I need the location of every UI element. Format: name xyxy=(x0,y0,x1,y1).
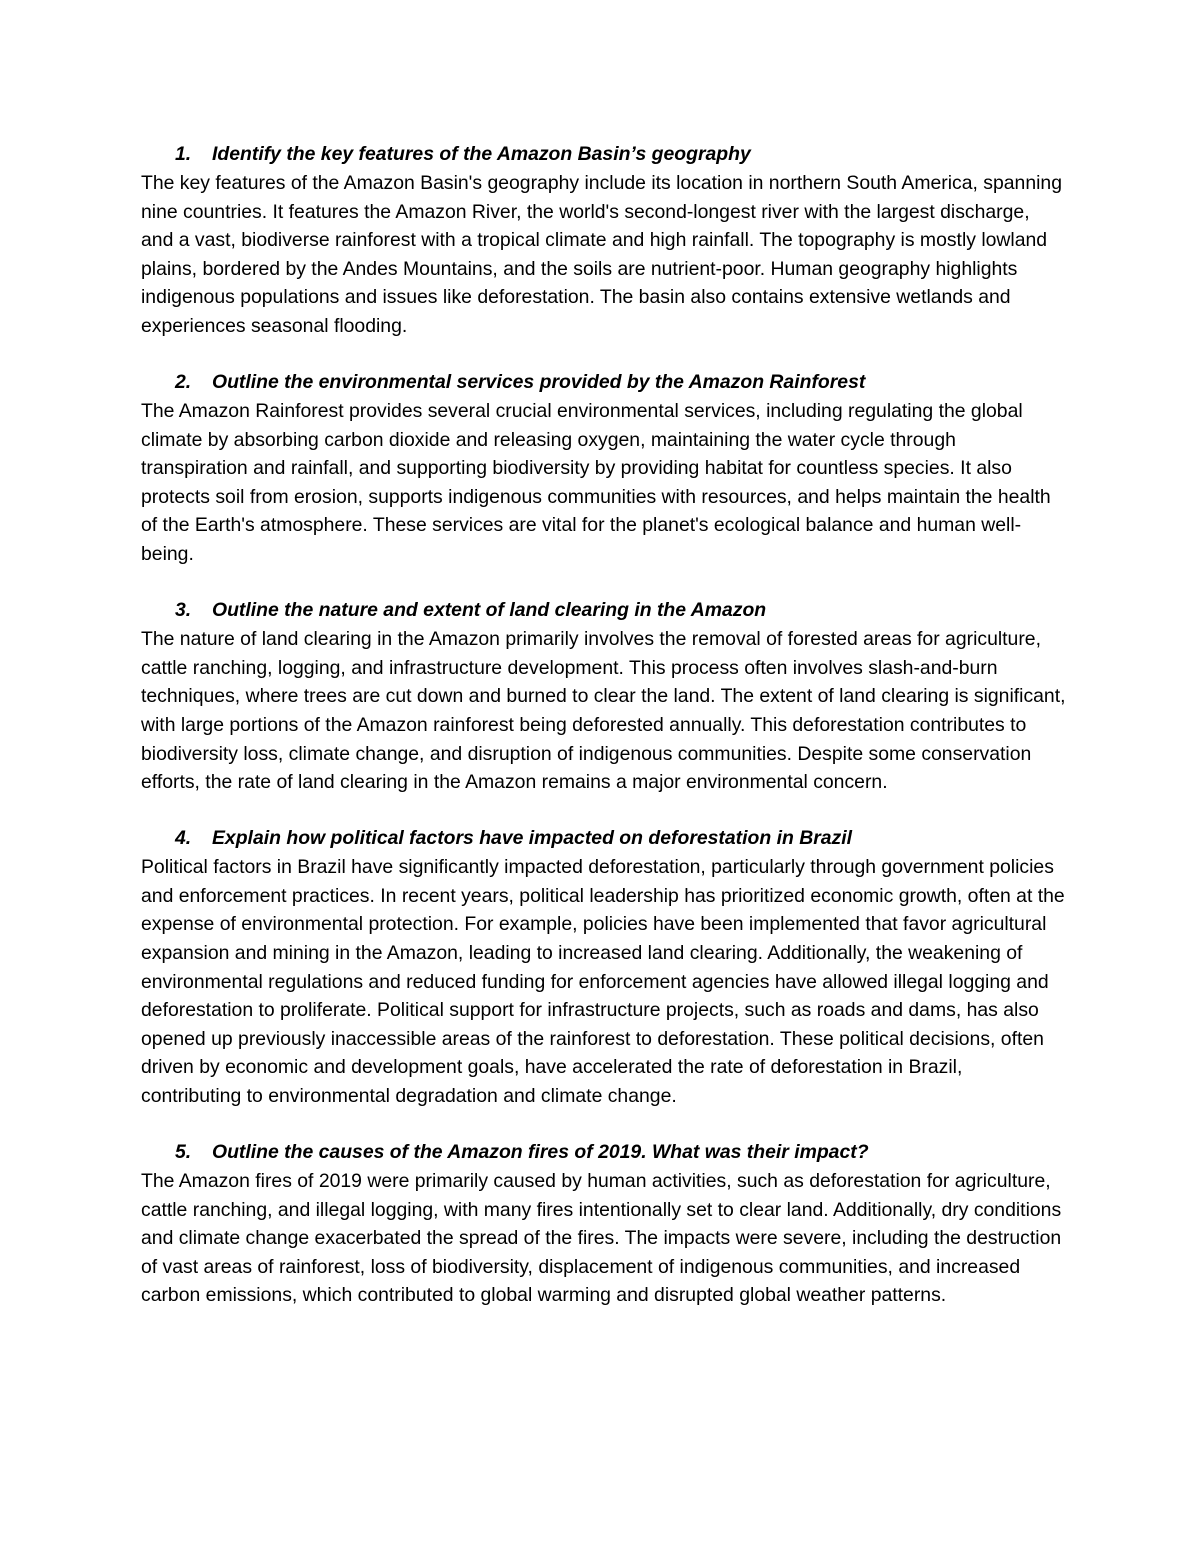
question-text: Identify the key features of the Amazon Basin’s geography xyxy=(212,143,751,165)
question-heading xyxy=(141,368,1066,397)
question-number: 5. xyxy=(175,1141,192,1164)
answer-paragraph: The Amazon Rainforest provides several crucial environmental services, including regulating the global climate by absorbing carbon dioxide and releasing oxygen, maintaining the water cycle through transpiration and rainfall, and supporting biodiversity by providing habitat for countless species. It also protects soil from erosion, supports indigenous communities with resources, and helps maintain the health of the Earth's atmosphere. These services are vital for the planet's ecological balance and human well-being. xyxy=(141,400,1051,566)
question-text: Outline the environmental services provided by the Amazon Rainforest xyxy=(212,371,866,394)
section-4 xyxy=(141,824,1066,1110)
answer-paragraph: The nature of land clearing in the Amazon primarily involves the removal of forested areas for agriculture, cattle ranching, logging, and infrastructure development. This process often involves slash-and-burn techniques, where trees are cut down and burned to clear the land. The extent of land clearing is significant, with large portions of the Amazon rainforest being deforested annually. This deforestation contributes to biodiversity loss, climate change, and disruption of indigenous communities. Despite some conservation efforts, the rate of land clearing in the Amazon remains a major environmental concern. xyxy=(141,628,1066,794)
question-heading xyxy=(141,824,1066,853)
question-number: 2. xyxy=(175,371,192,394)
question-heading xyxy=(141,596,1066,625)
answer-paragraph: The Amazon fires of 2019 were primarily caused by human activities, such as deforestation for agriculture, cattle ranching, and illegal logging, with many fires intentionally set to clear land. Additionally, dry conditions and climate change exacerbated the spread of the fires. The impacts were severe, including the destruction of vast areas of rainforest, loss of biodiversity, displacement of indigenous communities, and increased carbon emissions, which contributed to global warming and disrupted global weather patterns. xyxy=(141,1170,1062,1307)
question-text: Outline the nature and extent of land clearing in the Amazon xyxy=(212,599,767,622)
section-3 xyxy=(141,596,1066,797)
section-1 xyxy=(141,140,1066,341)
question-text: Outline the causes of the Amazon fires of 2019. What was their impact? xyxy=(212,1141,869,1164)
question-number: 1. xyxy=(175,143,192,165)
answer-paragraph: The key features of the Amazon Basin's geography include its location in northern South America, spanning nine countries. It features the Amazon River, the world's second-longest river with the largest discharge, and a vast, biodiverse rainforest with a tropical climate and high rainfall. The topography is mostly lowland plains, bordered by the Andes Mountains, and the soils are nutrient-poor. Human geography highlights indigenous populations and issues like deforestation. The basin also contains extensive wetlands and experiences seasonal flooding. xyxy=(141,172,1062,337)
answer-paragraph: Political factors in Brazil have significantly impacted deforestation, particularly through government policies and enforcement practices. In recent years, political leadership has prioritized economic growth, often at the expense of environmental protection. For example, policies have been implemented that favor agricultural expansion and mining in the Amazon, leading to increased land clearing. Additionally, the weakening of environmental regulations and reduced funding for enforcement agencies have allowed illegal logging and deforestation to proliferate. Political support for infrastructure projects, such as roads and dams, has also opened up previously inaccessible areas of the rainforest to deforestation. These political decisions, often driven by economic and development goals, have accelerated the rate of deforestation in Brazil, contributing to environmental degradation and climate change. xyxy=(141,856,1065,1107)
question-heading xyxy=(141,140,1066,169)
question-number: 3. xyxy=(175,599,192,622)
question-heading xyxy=(141,1138,1066,1167)
document-page xyxy=(141,140,1066,1338)
section-5 xyxy=(141,1138,1066,1310)
section-2 xyxy=(141,368,1066,569)
question-number: 4. xyxy=(175,827,192,850)
question-text: Explain how political factors have impacted on deforestation in Brazil xyxy=(212,827,853,850)
